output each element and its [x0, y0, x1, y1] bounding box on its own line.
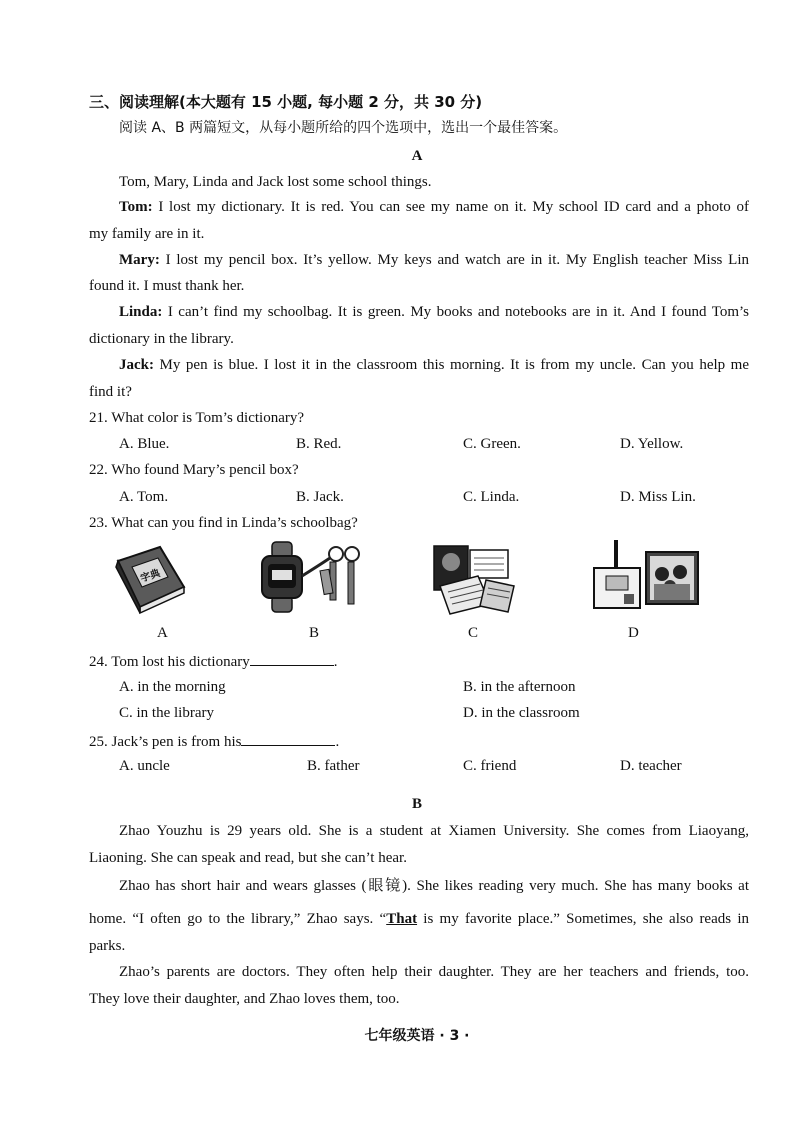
jack-paragraph-line1	[119, 356, 749, 374]
dictionary-book-text: 字典	[139, 568, 162, 585]
q24-stem-end: .	[333, 654, 338, 670]
dictionary-book-icon[interactable]	[110, 543, 190, 615]
q21-option-a[interactable]: A. Blue.	[119, 436, 170, 452]
passage-a-label: A	[411, 148, 423, 164]
speaker-jack: Jack:	[119, 357, 154, 373]
passage-b-p1-line2: Liaoning. She can speak and read, but she can’t hear.	[89, 850, 407, 866]
q21-stem: 21. What color is Tom’s dictionary?	[89, 410, 305, 426]
q22-option-d[interactable]: D. Miss Lin.	[620, 489, 696, 505]
speaker-linda: Linda:	[119, 304, 163, 320]
q23-picture-c-label[interactable]: C	[468, 625, 479, 641]
q23-stem: 23. What can you find in Linda’s schoolbag?	[89, 515, 358, 531]
section-instruction: 阅读 A、B 两篇短文，从每小题所给的四个选项中，选出一个最佳答案。	[119, 120, 568, 136]
q24-option-d[interactable]: D. in the classroom	[463, 705, 580, 721]
page-footer: 七年级英语 · 3 ·	[364, 1028, 470, 1044]
q22-option-c[interactable]: C. Linda.	[463, 489, 520, 505]
passage-b-p2-line2-start: home. “I often go to the library,” Zhao says. “	[89, 911, 387, 927]
speaker-tom: Tom:	[119, 199, 153, 215]
linda-paragraph-line1	[119, 303, 749, 321]
q25-option-c[interactable]: C. friend	[463, 758, 517, 774]
q22-option-a[interactable]: A. Tom.	[119, 489, 169, 505]
passage-b-p3-line2: They love their daughter, and Zhao loves them, too.	[89, 991, 400, 1007]
q25-stem-end: .	[335, 734, 340, 750]
section-title: 三、阅读理解(本大题有 15 小题, 每小题 2 分，共 30 分)	[89, 93, 483, 111]
jack-paragraph-line2: find it?	[89, 384, 132, 400]
watch-and-keys-icon[interactable]	[258, 540, 368, 616]
q25-option-b[interactable]: B. father	[307, 758, 360, 774]
passage-b-p2-line3: parks.	[89, 938, 126, 954]
q25-stem-line	[89, 731, 339, 751]
mary-text: I lost my pencil box. It’s yellow. My keys and watch are in it. My English teacher Miss Lin	[165, 252, 749, 268]
passage-b-p2-line2-end: is my favorite place.” Sometimes, she also reads in	[417, 911, 749, 927]
books-and-notebooks-icon[interactable]	[430, 540, 520, 616]
passage-b-p3-line1: Zhao’s parents are doctors. They often help their daughter. They are her teachers and friends, too.	[119, 964, 749, 980]
q24-answer-blank[interactable]	[250, 651, 334, 666]
tom-text: I lost my dictionary. It is red. You can see my name on it. My school ID card and a photo of	[158, 199, 749, 215]
passage-a-intro: Tom, Mary, Linda and Jack lost some school things.	[119, 174, 432, 190]
underlined-word-that: That	[386, 911, 418, 927]
q23-picture-d-label[interactable]: D	[628, 625, 639, 641]
q24-stem: 24. Tom lost his dictionary	[89, 654, 250, 670]
q21-option-d[interactable]: D. Yellow.	[620, 436, 684, 452]
q25-option-a[interactable]: A. uncle	[119, 758, 170, 774]
q21-option-c[interactable]: C. Green.	[463, 436, 521, 452]
q25-answer-blank[interactable]	[241, 731, 335, 746]
q22-stem: 22. Who found Mary’s pencil box?	[89, 462, 299, 478]
mary-paragraph-line2: found it. I must thank her.	[89, 278, 245, 294]
tom-paragraph-line1	[119, 198, 749, 216]
linda-text: I can’t find my schoolbag. It is green. My books and notebooks are in it. And I found Tom’s	[167, 304, 750, 320]
q24-option-b[interactable]: B. in the afternoon	[463, 679, 576, 695]
q22-option-b[interactable]: B. Jack.	[296, 489, 344, 505]
q25-stem: 25. Jack’s pen is from his	[89, 734, 242, 750]
q23-picture-b-label[interactable]: B	[309, 625, 320, 641]
q23-picture-a-label[interactable]: A	[157, 625, 168, 641]
linda-paragraph-line2: dictionary in the library.	[89, 331, 234, 347]
jack-text: My pen is blue. I lost it in the classroom this morning. It is from my uncle. Can you help me	[159, 357, 750, 373]
q25-option-d[interactable]: D. teacher	[620, 758, 682, 774]
speaker-mary: Mary:	[119, 252, 160, 268]
id-card-and-family-photo-icon[interactable]	[590, 538, 702, 616]
passage-b-p1-line1: Zhao Youzhu is 29 years old. She is a student at Xiamen University. She comes from Liaoyang,	[119, 823, 749, 839]
passage-b-p2-line1: Zhao has short hair and wears glasses (眼镜). She likes reading very much. She has many books at	[119, 878, 749, 894]
q24-stem-line	[89, 651, 338, 671]
q24-option-a[interactable]: A. in the morning	[119, 679, 226, 695]
passage-b-label: B	[411, 796, 422, 812]
q24-option-c[interactable]: C. in the library	[119, 705, 214, 721]
passage-b-p2-line2	[89, 910, 749, 928]
tom-paragraph-line2: my family are in it.	[89, 226, 205, 242]
q21-option-b[interactable]: B. Red.	[296, 436, 342, 452]
mary-paragraph-line1	[119, 251, 749, 269]
